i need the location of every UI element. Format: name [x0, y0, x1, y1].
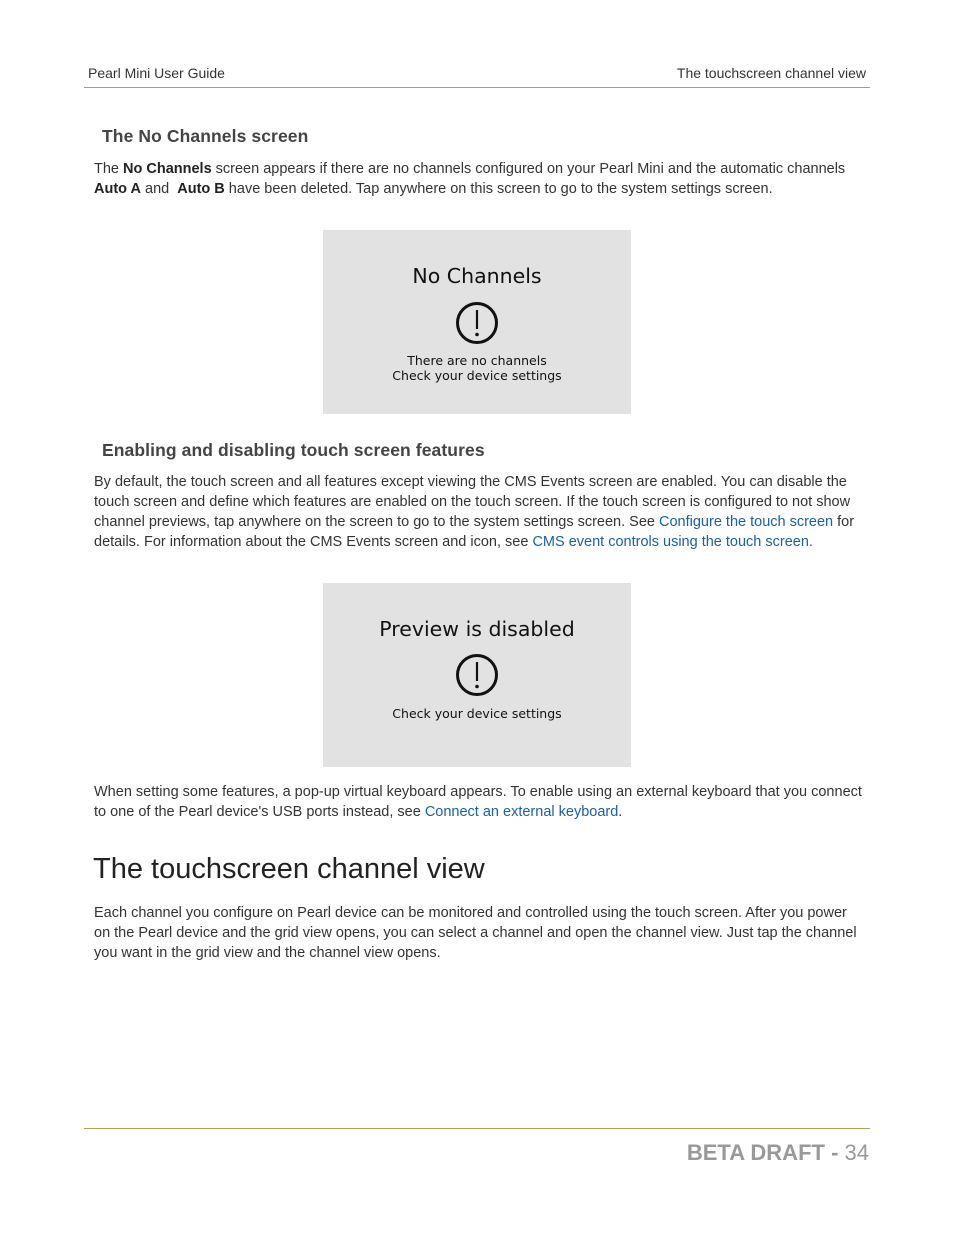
heading-enabling-features: Enabling and disabling touch screen features — [102, 440, 485, 460]
text: for details. For information about the CMS Events screen and icon, see — [94, 514, 855, 550]
paragraph-no-channels — [94, 159, 864, 199]
panel-title: No Channels — [412, 264, 542, 288]
no-channels-screenshot — [323, 230, 631, 414]
ui-term-auto-a: Auto A — [94, 181, 141, 197]
text: The — [94, 161, 124, 177]
paragraph-channel-view: Each channel you configure on Pearl device can be monitored and controlled using the touch screen. After you power on the Pearl device and the grid view opens, you can select a channel and open the channel view. Just tap the channel you want in the grid view and the channel view opens. — [94, 905, 857, 961]
ui-term-auto-b: Auto B — [177, 181, 225, 197]
footer-divider — [84, 1128, 870, 1129]
ui-term-no-channels: No Channels — [123, 161, 212, 177]
exclamation-circle-icon — [455, 301, 499, 345]
text: When setting some features, a pop-up virtual keyboard appears. To enable using an external keyboard that you connect to one of the Pearl device's USB ports instead, see — [94, 784, 862, 820]
link-configure-touch-screen[interactable]: Configure the touch screen — [659, 514, 834, 530]
page-header — [84, 62, 870, 88]
text: and — [140, 181, 178, 197]
panel-hint: Check your device settings — [392, 368, 562, 383]
exclamation-circle-icon — [455, 653, 499, 697]
panel-message: There are no channels — [407, 353, 547, 368]
panel-title: Preview is disabled — [379, 617, 575, 641]
paragraph-enabling-features — [94, 472, 864, 552]
draft-label: BETA DRAFT - — [686, 1140, 845, 1165]
header-doc-title: Pearl Mini User Guide — [88, 65, 225, 81]
link-cms-event-controls[interactable]: CMS event controls using the touch screen — [532, 534, 809, 550]
header-section-title: The touchscreen channel view — [676, 65, 866, 81]
paragraph-external-keyboard — [94, 782, 864, 822]
preview-disabled-screenshot — [323, 583, 631, 767]
page-number: 34 — [844, 1140, 869, 1165]
text: . — [618, 804, 623, 820]
text: screen appears if there are no channels configured on your Pearl Mini and the automatic channels — [211, 161, 846, 177]
page-footer — [687, 1140, 869, 1166]
panel-hint: Check your device settings — [392, 706, 562, 721]
text: By default, the touch screen and all features except viewing the CMS Events screen are enabled. You can disable the touch screen and define which features are enabled on the touch screen. If the touch screen is configured to not show channel previews, tap anywhere on the screen to go to the system settings screen. See — [94, 474, 851, 530]
heading-no-channels: The No Channels screen — [102, 126, 309, 146]
link-connect-external-keyboard[interactable]: Connect an external keyboard — [424, 804, 619, 820]
text: . — [808, 534, 813, 550]
text: have been deleted. Tap anywhere on this screen to go to the system settings screen. — [224, 181, 773, 197]
heading-touchscreen-channel-view: The touchscreen channel view — [93, 853, 485, 885]
